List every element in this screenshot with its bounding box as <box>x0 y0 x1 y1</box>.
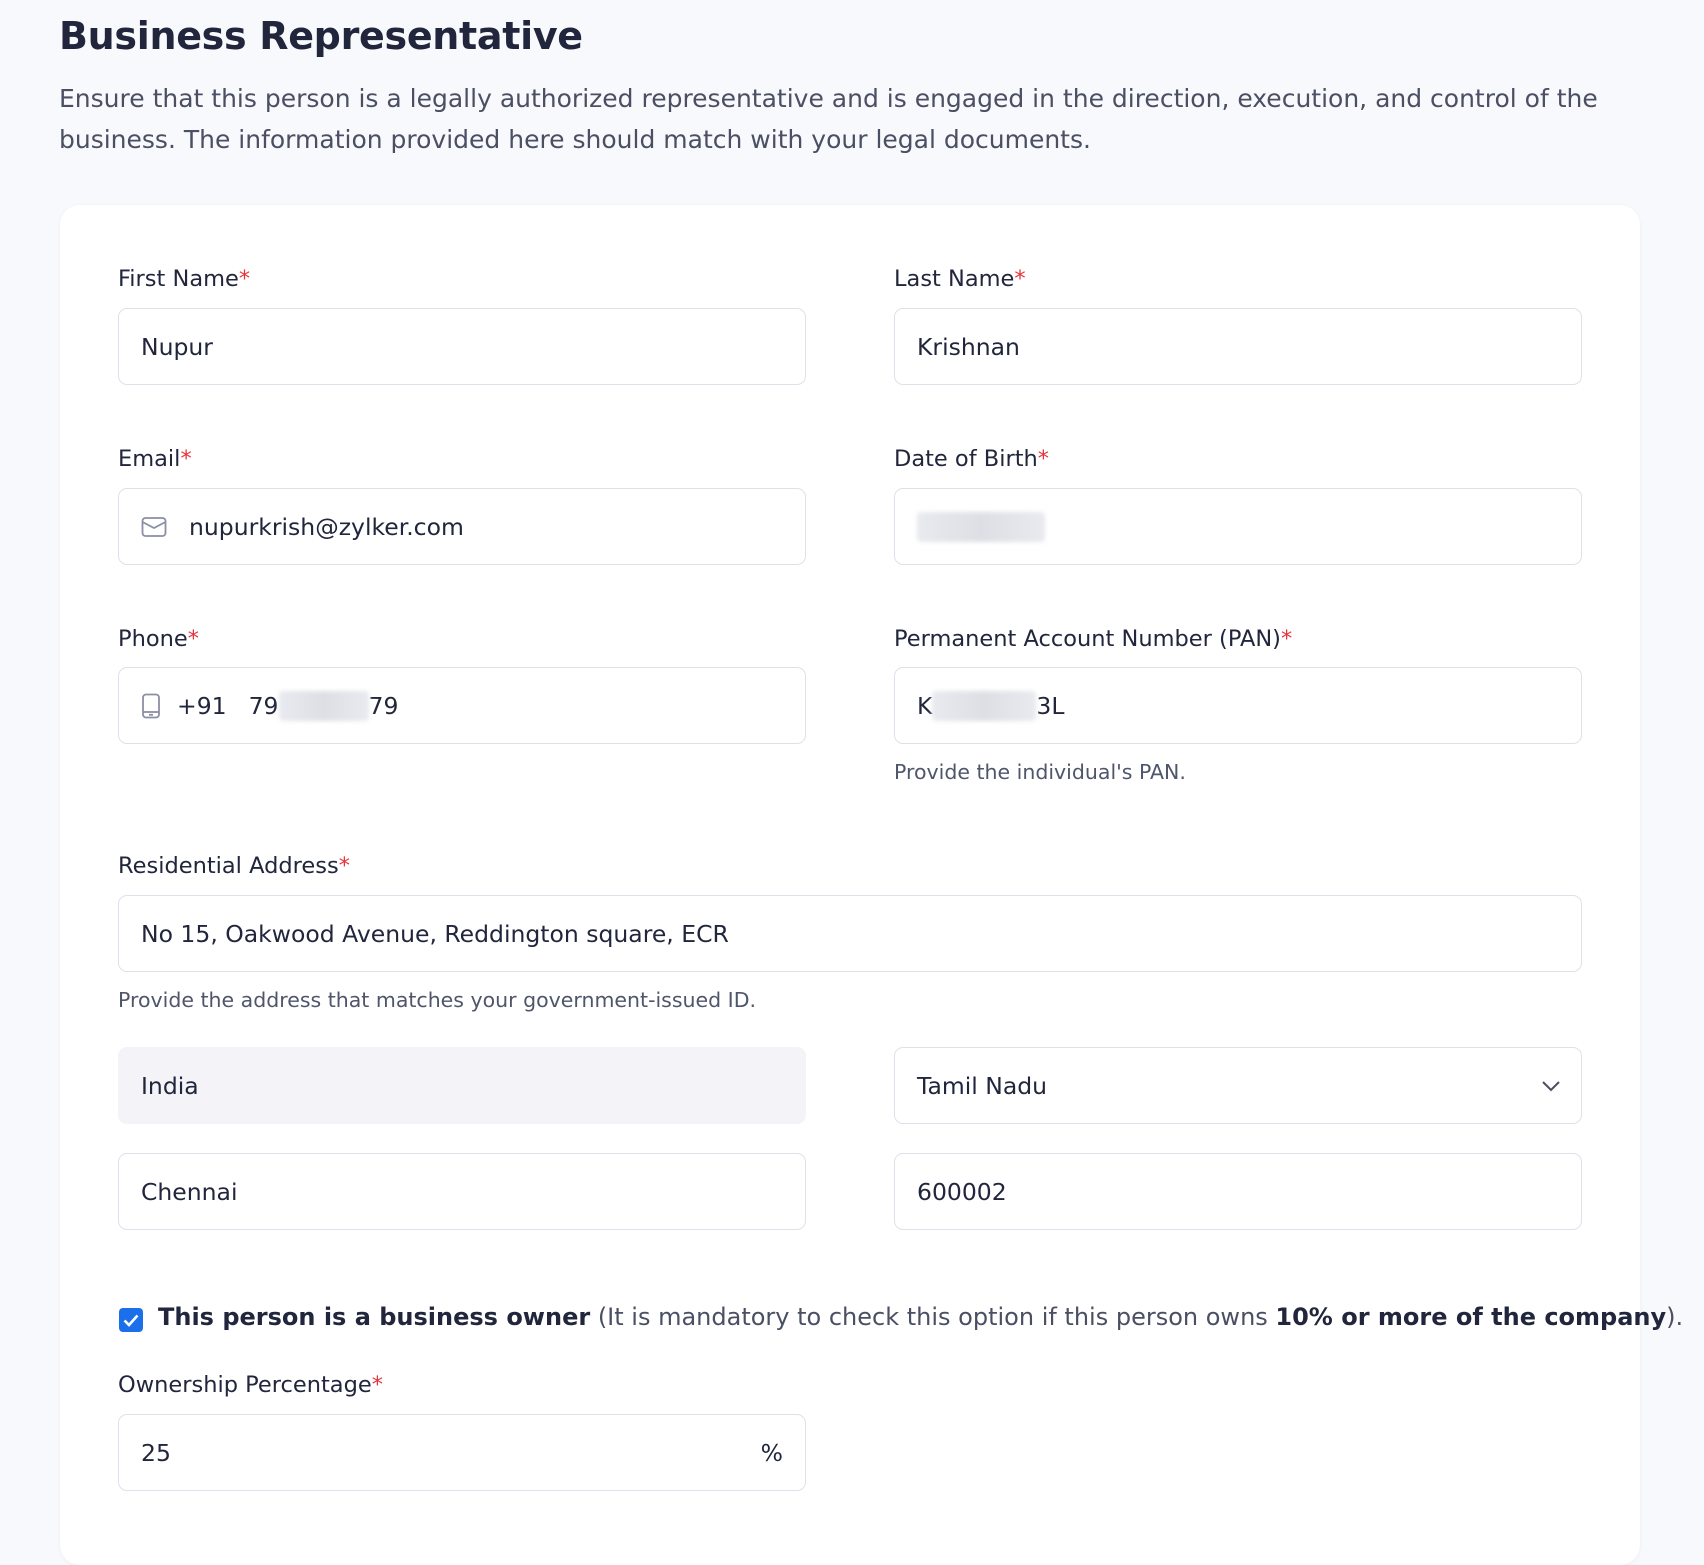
ownership-percentage-field[interactable] <box>118 1414 806 1491</box>
pan-field[interactable] <box>894 667 1582 744</box>
address-hint: Provide the address that matches your government-issued ID. <box>118 988 757 1012</box>
representative-form-card <box>60 205 1640 1565</box>
required-marker: * <box>371 1372 383 1398</box>
country-code: +91 <box>177 691 227 720</box>
postal-code-field[interactable] <box>894 1153 1582 1230</box>
phone-field[interactable] <box>118 667 806 744</box>
pan-prefix: K <box>917 691 933 720</box>
ownership-value: 25 <box>141 1438 171 1467</box>
page-description: Ensure that this person is a legally authorized representative and is engaged in the direction, execution, and control of the business. The information provided here should match with your legal documents. <box>59 84 1598 154</box>
last-name-value: Krishnan <box>917 332 1020 361</box>
address-field[interactable] <box>118 895 1582 972</box>
pan-label: Permanent Account Number (PAN)* <box>894 626 1293 652</box>
checkmark-icon <box>123 1314 139 1327</box>
email-label: Email* <box>118 446 192 472</box>
required-marker: * <box>338 853 350 879</box>
phone-prefix: 79 <box>248 691 279 720</box>
pan-suffix: 3L <box>1036 691 1065 720</box>
phone-label: Phone* <box>118 626 199 652</box>
phone-suffix: 79 <box>368 691 399 720</box>
country-field <box>118 1047 806 1124</box>
business-owner-checkbox[interactable] <box>119 1308 143 1332</box>
city-value: Chennai <box>141 1177 238 1206</box>
state-select[interactable] <box>894 1047 1582 1124</box>
redacted-phone-digits <box>279 691 369 721</box>
last-name-field[interactable] <box>894 308 1582 385</box>
postal-code-value: 600002 <box>917 1177 1007 1206</box>
redacted-dob <box>917 512 1045 542</box>
email-value: nupurkrish@zylker.com <box>189 512 464 541</box>
redacted-pan-digits <box>932 691 1036 721</box>
envelope-icon <box>141 516 167 538</box>
required-marker: * <box>180 446 192 472</box>
email-field[interactable] <box>118 488 806 565</box>
required-marker: * <box>238 266 251 292</box>
ownership-label: Ownership Percentage* <box>118 1372 383 1398</box>
last-name-label: Last Name* <box>894 266 1026 292</box>
country-value: India <box>141 1071 199 1100</box>
percent-suffix: % <box>760 1438 783 1467</box>
pan-hint: Provide the individual's PAN. <box>894 760 1186 784</box>
dob-field[interactable] <box>894 488 1582 565</box>
state-value: Tamil Nadu <box>917 1071 1048 1100</box>
required-marker: * <box>187 626 199 652</box>
first-name-value: Nupur <box>141 332 213 361</box>
dob-label: Date of Birth* <box>894 446 1050 472</box>
page-title: Business Representative <box>59 14 583 58</box>
mobile-phone-icon <box>141 693 161 719</box>
chevron-down-icon <box>1541 1080 1561 1092</box>
address-value: No 15, Oakwood Avenue, Reddington square, ECR <box>141 919 729 948</box>
city-field[interactable] <box>118 1153 806 1230</box>
required-marker: * <box>1037 446 1050 472</box>
first-name-label: First Name* <box>118 266 251 292</box>
required-marker: * <box>1280 626 1293 652</box>
address-label: Residential Address* <box>118 853 350 879</box>
first-name-field[interactable] <box>118 308 806 385</box>
business-owner-label[interactable]: This person is a business owner (It is mandatory to check this option if this person owns 10% or more of the company). <box>158 1303 1684 1331</box>
required-marker: * <box>1014 266 1026 292</box>
